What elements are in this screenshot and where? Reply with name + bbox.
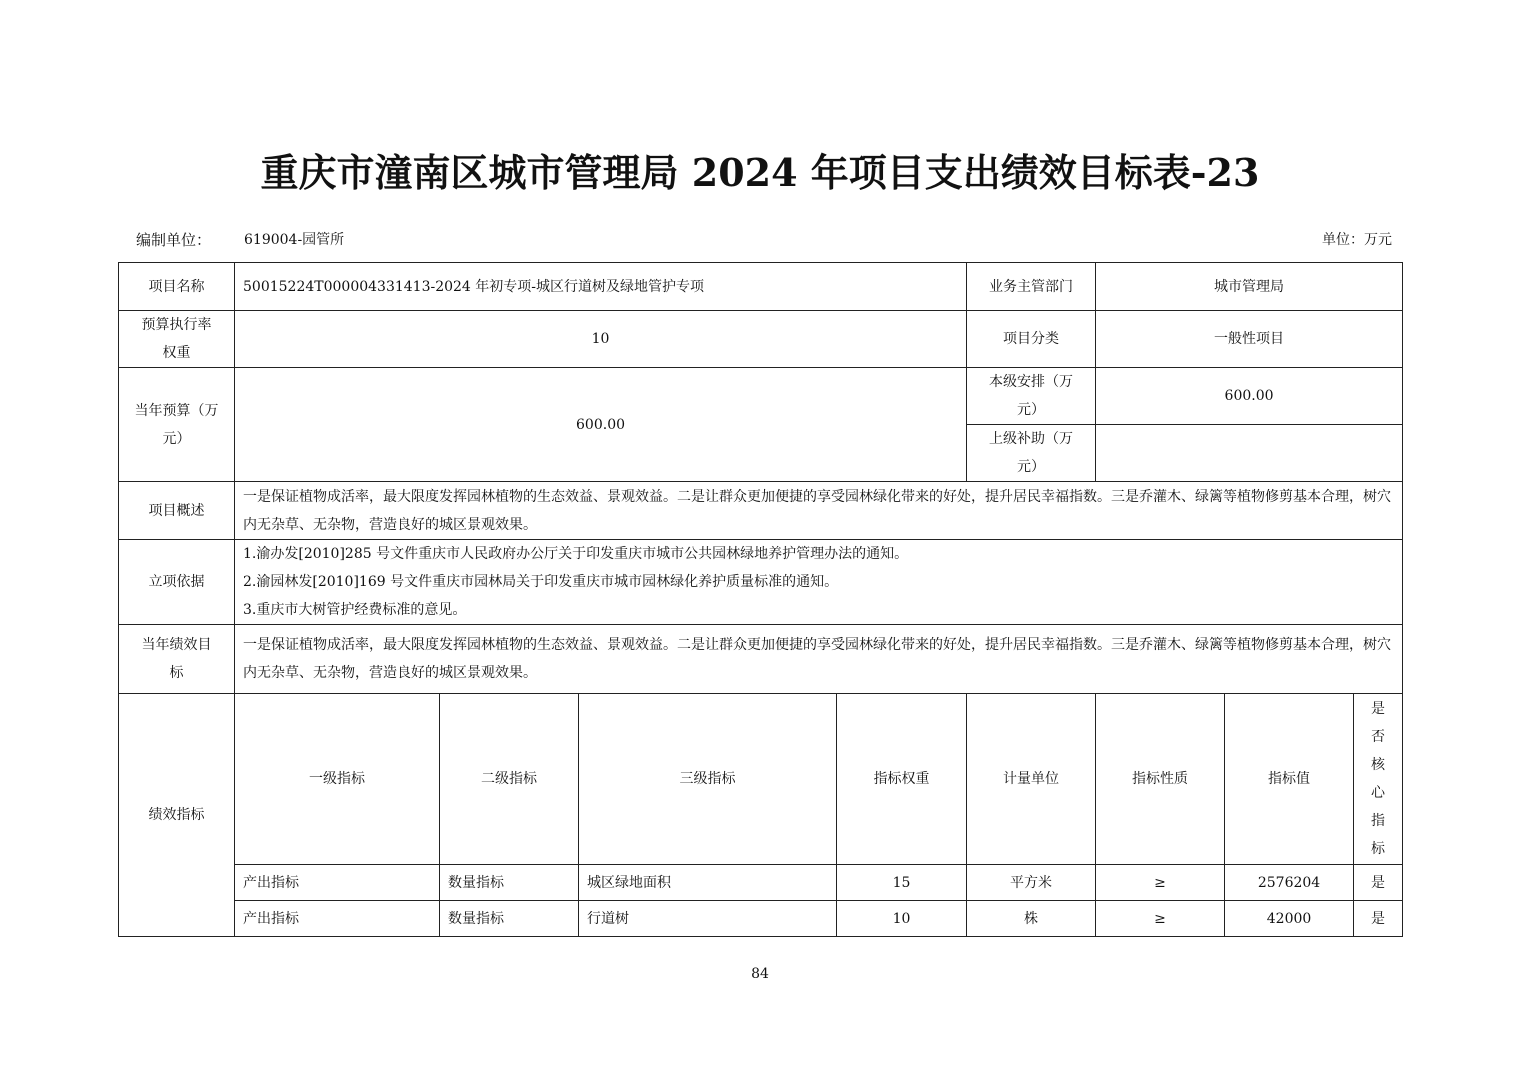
header-core-char: 是 (1371, 701, 1386, 717)
indicator-weight: 15 (837, 865, 967, 901)
upper-funding-label (967, 425, 1096, 482)
basis-text (235, 540, 1403, 625)
overview-text: 一是保证植物成活率，最大限度发挥园林植物的生态效益、景观效益。二是让群众更加便捷的享受园林绿化带来的好处，提升居民幸福指数。三是乔灌木、绿篱等植物修剪基本合理，树穴内无杂草、无杂物，营造良好的城区景观效果。 (235, 482, 1403, 540)
header-unit: 计量单位 (967, 694, 1096, 865)
project-name-value: 50015224T000004331413-2024 年初专项-城区行道树及绿地管护专项 (235, 263, 967, 311)
page-number: 84 (751, 966, 769, 982)
dept-value: 城市管理局 (1096, 263, 1403, 311)
indicator-l1: 产出指标 (235, 865, 440, 901)
header-core-char: 否 (1371, 729, 1386, 745)
header-core-char: 心 (1371, 785, 1386, 801)
budget-label-line2: 元） (162, 430, 191, 447)
header-core-char: 标 (1371, 841, 1386, 857)
local-funding-label-line2: 元） (1017, 402, 1046, 418)
header-core-char: 核 (1371, 757, 1386, 773)
currency-unit: 单位：万元 (1322, 232, 1392, 248)
page-title: 重庆市潼南区城市管理局 2024 年项目支出绩效目标表-23 (260, 150, 1260, 195)
indicator-core: 是 (1354, 865, 1403, 901)
indicator-unit: 株 (967, 901, 1096, 937)
indicator-value: 42000 (1225, 901, 1354, 937)
basis-label: 立项依据 (119, 540, 235, 625)
goal-label-line2: 标 (169, 665, 184, 681)
indicator-weight: 10 (837, 901, 967, 937)
basis-item: 3.重庆市大树管护经费标准的意见。 (243, 602, 467, 618)
header-core (1354, 694, 1403, 865)
upper-funding-label-line2: 元） (1017, 459, 1046, 475)
table-row (119, 865, 1403, 901)
header-level2: 二级指标 (440, 694, 579, 865)
header-nature: 指标性质 (1096, 694, 1225, 865)
basis-item: 2.渝园林发[2010]169 号文件重庆市园林局关于印发重庆市城市园林绿化养护质量标准的通知。 (243, 574, 839, 590)
indicator-l3: 行道树 (579, 901, 837, 937)
org-unit-value: 619004-园管所 (244, 232, 345, 248)
performance-table (118, 262, 1403, 937)
category-value: 一般性项目 (1096, 311, 1403, 368)
local-funding-value: 600.00 (1096, 368, 1403, 425)
overview-label: 项目概述 (119, 482, 235, 540)
indicator-value: 2576204 (1225, 865, 1354, 901)
header-core-char: 指 (1371, 813, 1386, 829)
exec-rate-label-line2: 权重 (162, 345, 191, 361)
local-funding-label (967, 368, 1096, 425)
budget-label (119, 368, 235, 482)
org-unit-label: 编制单位： (136, 231, 212, 249)
header-level1: 一级指标 (235, 694, 440, 865)
indicator-unit: 平方米 (967, 865, 1096, 901)
local-funding-label-line1: 本级安排（万 (989, 374, 1074, 390)
goal-label-line1: 当年绩效目 (141, 637, 212, 653)
goal-text: 一是保证植物成活率，最大限度发挥园林植物的生态效益、景观效益。二是让群众更加便捷的享受园林绿化带来的好处，提升居民幸福指数。三是乔灌木、绿篱等植物修剪基本合理，树穴内无杂草、无杂物，营造良好的城区景观效果。 (235, 625, 1403, 694)
project-name-label: 项目名称 (119, 263, 235, 311)
exec-rate-label-line1: 预算执行率 (141, 317, 212, 333)
budget-value: 600.00 (235, 368, 967, 482)
indicator-l2: 数量指标 (440, 901, 579, 937)
upper-funding-value (1096, 425, 1403, 482)
goal-label (119, 625, 235, 694)
indicators-label: 绩效指标 (119, 694, 235, 937)
indicator-nature: ≥ (1096, 901, 1225, 937)
upper-funding-label-line1: 上级补助（万 (989, 431, 1074, 447)
category-label: 项目分类 (967, 311, 1096, 368)
indicator-l2: 数量指标 (440, 865, 579, 901)
indicator-l1: 产出指标 (235, 901, 440, 937)
exec-rate-label (119, 311, 235, 368)
dept-label: 业务主管部门 (967, 263, 1096, 311)
header-weight: 指标权重 (837, 694, 967, 865)
table-row (119, 901, 1403, 937)
header-level3: 三级指标 (579, 694, 837, 865)
header-value: 指标值 (1225, 694, 1354, 865)
basis-item: 1.渝办发[2010]285 号文件重庆市人民政府办公厅关于印发重庆市城市公共园林绿地养护管理办法的通知。 (243, 546, 909, 562)
indicator-nature: ≥ (1096, 865, 1225, 901)
exec-rate-value: 10 (235, 311, 967, 368)
indicator-l3: 城区绿地面积 (579, 865, 837, 901)
indicator-core: 是 (1354, 901, 1403, 937)
budget-label-line1: 当年预算（万 (134, 402, 219, 419)
